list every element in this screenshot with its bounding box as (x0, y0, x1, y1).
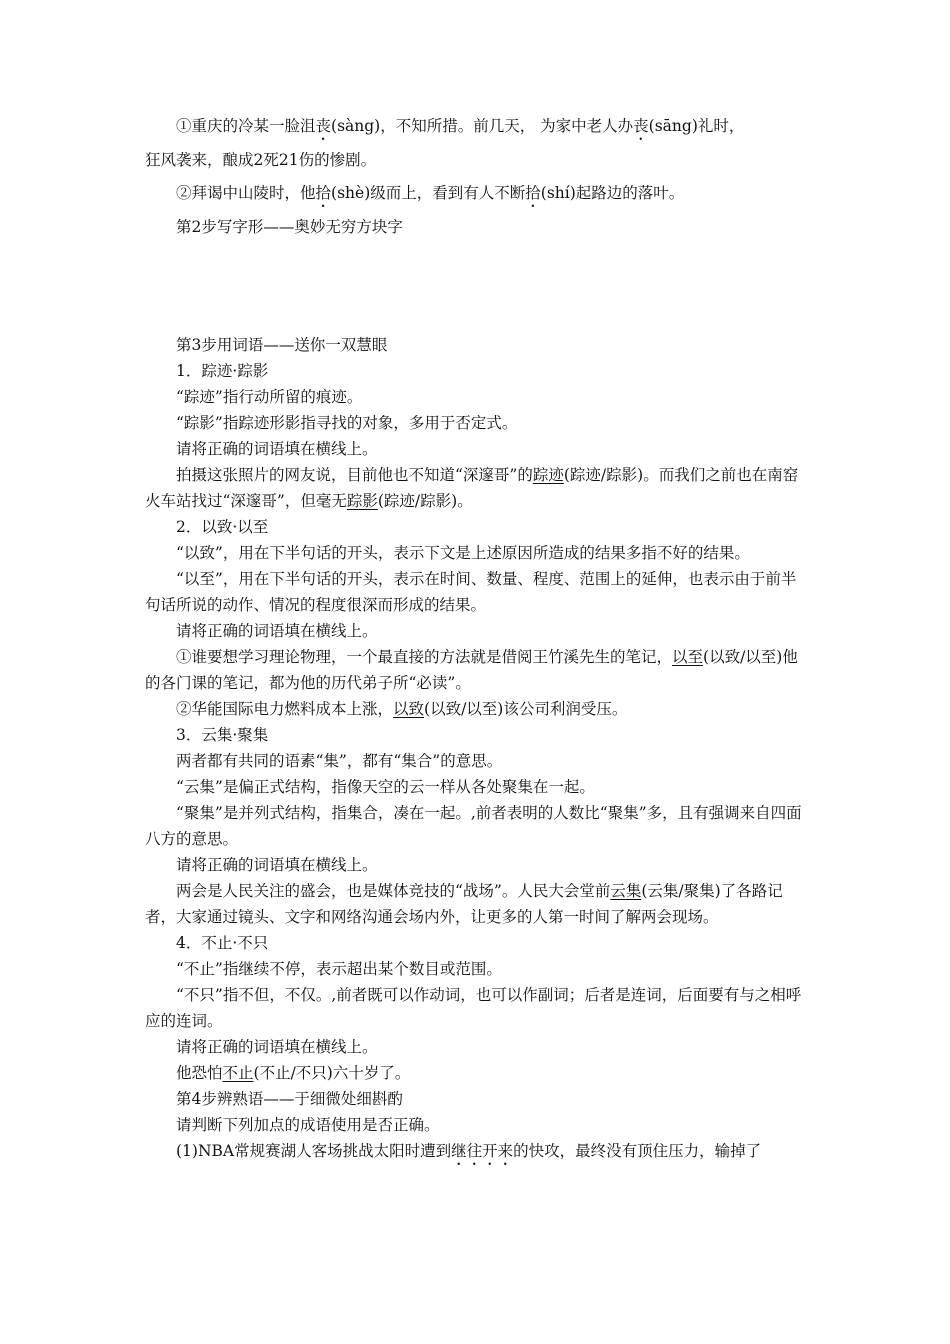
word-pair-2-example-1: ①谁要想学习理论物理，一个最直接的方法就是借阅王竹溪先生的笔记，以至(以致/以至)他的各门课的笔记，都为他的历代弟子所“必读”。 (145, 648, 798, 692)
dotted-char: 拾 (315, 184, 332, 202)
word-pair-4-prompt: 请将正确的词语填在横线上。 (176, 1038, 378, 1056)
word-pair-2-example-2: ②华能国际电力燃料成本上涨，以致(以致/以至)该公司利润受压。 (176, 700, 628, 718)
answer-blank: 不止 (222, 1064, 254, 1082)
answer-blank: 云集 (610, 882, 642, 900)
step2-heading: 第2步写字形——奥妙无穷方块字 (176, 218, 403, 236)
dotted-char: 丧 (633, 117, 649, 135)
word-pair-2-def2: “以至”，用在下半句话的开头，表示在时间、数量、程度、范围上的延伸，也表示由于前半句话所说的动作、情况的程度很深而形成的结果。 (145, 570, 797, 614)
answer-blank: 以至 (672, 648, 704, 666)
step4-heading: 第4步辨熟语——于细微处细斟酌 (176, 1090, 403, 1108)
word-pair-1-title: 1．踪迹·踪影 (176, 362, 269, 380)
step4-prompt: 请判断下列加点的成语使用是否正确。 (176, 1116, 440, 1134)
word-pair-3-def2: “云集”是偏正式结构，指像天空的云一样从各处聚集在一起。 (176, 778, 595, 796)
word-pair-4-example: 他恐怕不止(不止/不只)六十岁了。 (176, 1064, 411, 1082)
word-pair-3-def1: 两者都有共同的语素“集”，都有“集合”的意思。 (176, 752, 503, 770)
word-pair-4-def1: “不止”指继续不停，表示超出某个数目或范围。 (176, 960, 502, 978)
word-pair-3-example: 两会是人民关注的盛会，也是媒体竞技的“战场”。人民大会堂前云集(云集/聚集)了各路记者，大家通过镜头、文字和网络沟通会场内外，让更多的人第一时间了解两会现场。 (145, 882, 783, 926)
word-pair-1-def1: “踪迹”指行动所留的痕迹。 (176, 388, 363, 406)
pronunciation-item-1-cont: 狂风袭来，酿成2死21伤的惨剧。 (145, 151, 377, 169)
dotted-char: 拾 (525, 184, 541, 202)
word-pair-3-def3: “聚集”是并列式结构，指集合，凑在一起。,前者表明的人数比“聚集”多，且有强调来自四面八方的意思。 (145, 804, 802, 848)
answer-blank: 踪影 (346, 492, 378, 510)
word-pair-1-prompt: 请将正确的词语填在横线上。 (176, 440, 378, 458)
word-pair-2-prompt: 请将正确的词语填在横线上。 (176, 622, 378, 640)
word-pair-4-def2: “不只”指不但，不仅。,前者既可以作动词，也可以作副词；后者是连词，后面要有与之相呼应的连词。 (145, 986, 802, 1030)
word-pair-3-prompt: 请将正确的词语填在横线上。 (176, 856, 378, 874)
word-pair-4-title: 4．不止·不只 (176, 934, 269, 952)
pronunciation-item-2: ②拜谒中山陵时，他拾(shè)级而上，看到有人不断拾(shí)起路边的落叶。 (176, 184, 685, 202)
dotted-idiom: 继往开来 (451, 1142, 514, 1160)
word-pair-2-title: 2．以致·以至 (176, 518, 269, 536)
document-body (145, 110, 810, 1169)
word-pair-3-title: 3．云集·聚集 (176, 726, 269, 744)
word-pair-1-example: 拍摄这张照片的网友说，目前他也不知道“深邃哥”的踪迹(踪迹/踪影)。而我们之前也在南窑火车站找过“深邃哥”，但毫无踪影(踪迹/踪影)。 (145, 466, 799, 510)
dotted-char: 丧 (315, 117, 332, 135)
question-1: (1)NBA常规赛湖人客场挑战太阳时遭到继往开来的快攻，最终没有顶住压力，输掉了 (176, 1142, 762, 1160)
answer-blank: 以致 (393, 700, 425, 718)
word-pair-2-def1: “以致”，用在下半句话的开头，表示下文是上述原因所造成的结果多指不好的结果。 (176, 544, 750, 562)
step3-heading: 第3步用词语——送你一双慧眼 (176, 336, 388, 354)
pronunciation-item-1: ①重庆的冷某一脸沮丧(sàng)，不知所措。前几天， 为家中老人办丧(sāng)礼时， (176, 117, 745, 135)
word-pair-1-def2: “踪影”指踪迹形影指寻找的对象，多用于否定式。 (176, 414, 518, 432)
answer-blank: 踪迹 (532, 466, 564, 484)
